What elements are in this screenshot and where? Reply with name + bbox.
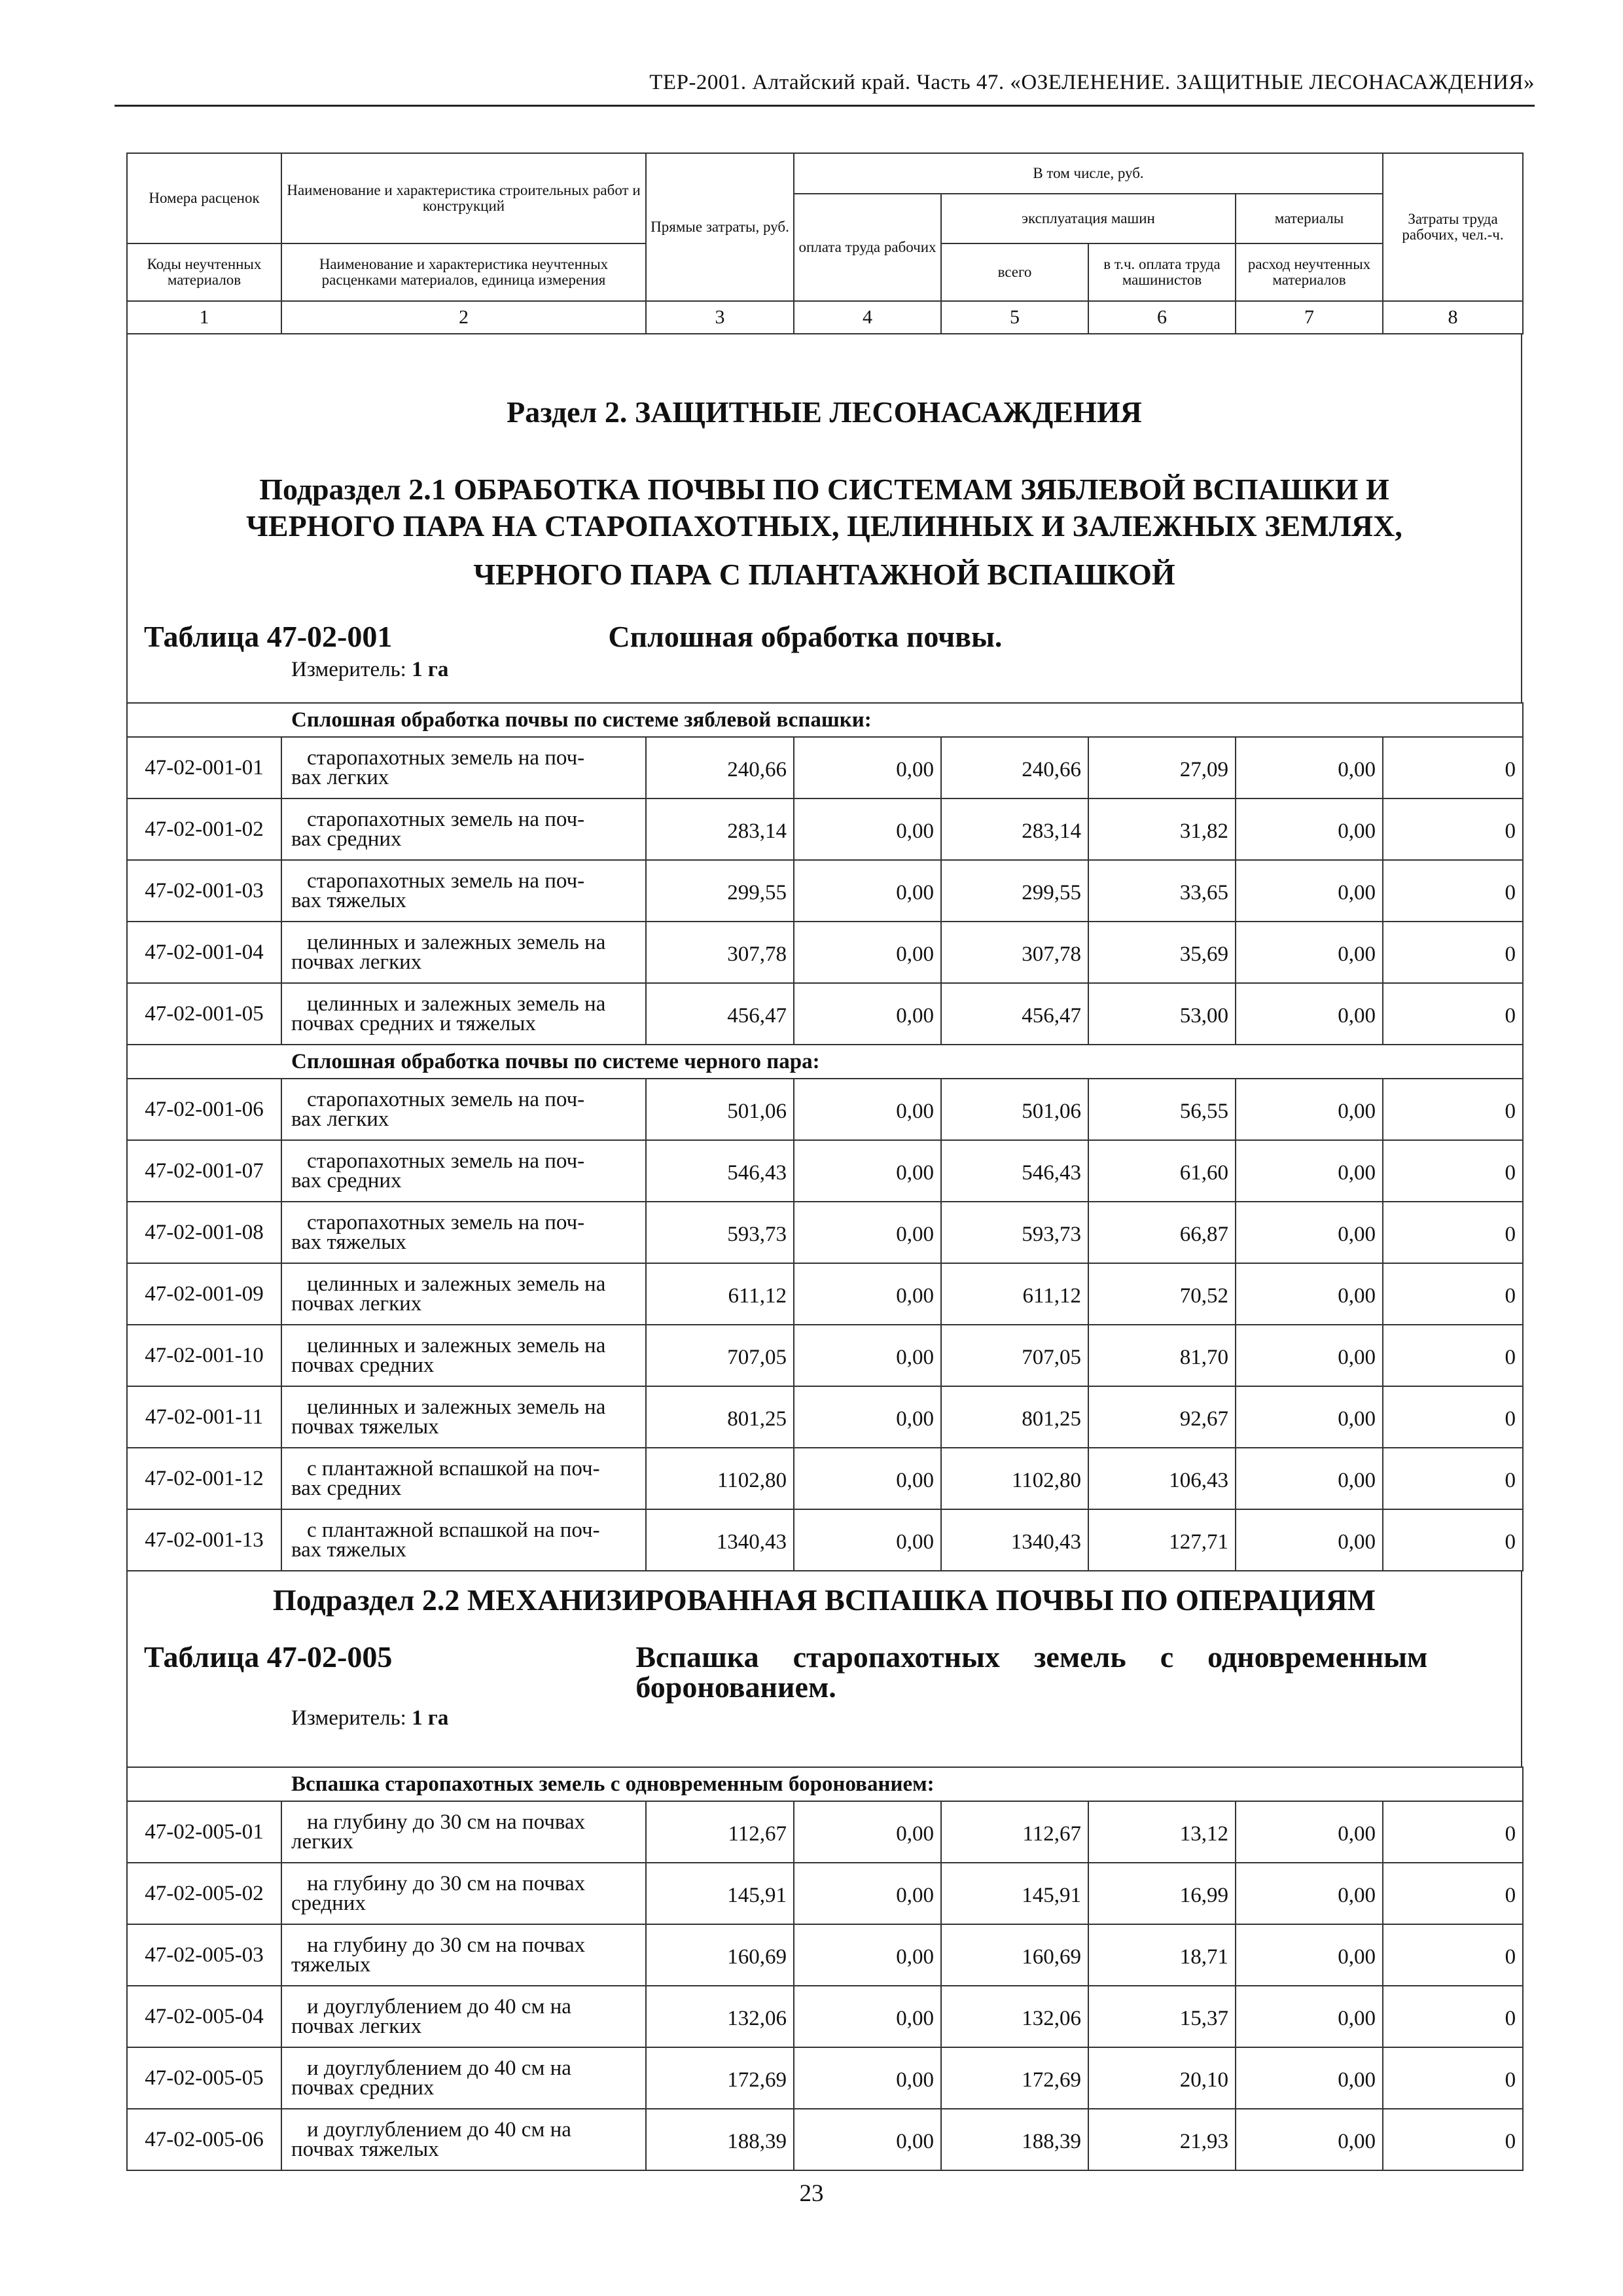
value-cell: 92,67 [1088, 1386, 1236, 1448]
table-name [635, 1642, 1427, 1702]
rates-table-47-02-001 [126, 702, 1524, 1571]
value-cell: 0,00 [794, 1924, 941, 1986]
work-description [281, 1386, 646, 1448]
value-cell: 0,00 [1236, 798, 1383, 860]
table-title-line [128, 619, 1521, 654]
work-description [281, 1986, 646, 2047]
value-cell: 0 [1383, 1801, 1523, 1863]
col-number: 1 [127, 301, 281, 334]
table-row [127, 798, 1523, 860]
description-line: старопахотных земель на поч- [307, 808, 585, 831]
description-line: вах тяжелых [291, 889, 406, 912]
header-materials-consumption: расход неучтенных материалов [1236, 243, 1383, 301]
value-cell: 0,00 [1236, 1924, 1383, 1986]
value-cell: 15,37 [1088, 1986, 1236, 2047]
description-line: почвах легких [291, 950, 422, 974]
description-line: почвах средних и тяжелых [291, 1012, 536, 1035]
value-cell: 456,47 [646, 983, 794, 1045]
table-row [127, 1924, 1523, 1986]
value-cell: 0 [1383, 1986, 1523, 2047]
description-line: старопахотных земель на поч- [307, 1149, 585, 1173]
value-cell: 132,06 [941, 1986, 1088, 2047]
measure-label: Измеритель: [291, 1706, 406, 1730]
rate-code: 47-02-001-03 [127, 860, 281, 922]
value-cell: 0 [1383, 1202, 1523, 1263]
value-cell: 0,00 [794, 1986, 941, 2047]
value-cell: 27,09 [1088, 737, 1236, 798]
subsection-2-block [126, 1571, 1522, 1767]
work-description [281, 1924, 646, 1986]
table-row [127, 737, 1523, 798]
description-line: почвах тяжелых [291, 1415, 439, 1439]
work-description [281, 737, 646, 798]
description-line: вах тяжелых [291, 1230, 406, 1254]
work-description [281, 922, 646, 983]
subsection-title: Подраздел 2.2 МЕХАНИЗИРОВАННАЯ ВСПАШКА ПОЧВЫ ПО ОПЕРАЦИЯМ [272, 1583, 1376, 1617]
subsection-title [128, 471, 1521, 593]
rate-code: 47-02-001-10 [127, 1325, 281, 1386]
description-line: целинных и залежных земель на [307, 992, 606, 1016]
measure-unit [128, 658, 1521, 682]
value-cell: 0,00 [794, 2047, 941, 2109]
value-cell: 0 [1383, 1509, 1523, 1571]
value-cell: 611,12 [646, 1263, 794, 1325]
value-cell: 707,05 [646, 1325, 794, 1386]
value-cell: 16,99 [1088, 1863, 1236, 1924]
table-row [127, 1140, 1523, 1202]
value-cell: 188,39 [941, 2109, 1088, 2170]
table-row [127, 1986, 1523, 2047]
rate-code: 47-02-005-06 [127, 2109, 281, 2170]
value-cell: 0,00 [794, 1386, 941, 1448]
work-description [281, 1448, 646, 1509]
value-cell: 307,78 [941, 922, 1088, 983]
value-cell: 0 [1383, 798, 1523, 860]
table-row [127, 2109, 1523, 2170]
rate-code: 47-02-005-02 [127, 1863, 281, 1924]
description-line: вах легких [291, 1107, 389, 1131]
description-line: целинных и залежных земель на [307, 1395, 606, 1419]
value-cell: 0,00 [794, 1509, 941, 1571]
value-cell: 1340,43 [941, 1509, 1088, 1571]
rate-code: 47-02-001-02 [127, 798, 281, 860]
description-line: целинных и залежных земель на [307, 1272, 606, 1296]
value-cell: 106,43 [1088, 1448, 1236, 1509]
value-cell: 0,00 [794, 1801, 941, 1863]
value-cell: 56,55 [1088, 1079, 1236, 1140]
value-cell: 53,00 [1088, 983, 1236, 1045]
subsection-line: ЧЕРНОГО ПАРА С ПЛАНТАЖНОЙ ВСПАШКОЙ [473, 558, 1175, 591]
work-description [281, 1140, 646, 1202]
value-cell: 0 [1383, 1325, 1523, 1386]
value-cell: 0,00 [1236, 1079, 1383, 1140]
description-line: почвах средних [291, 1354, 435, 1377]
value-cell: 0,00 [794, 1863, 941, 1924]
value-cell: 801,25 [646, 1386, 794, 1448]
description-line: старопахотных земель на поч- [307, 746, 585, 770]
rate-code: 47-02-001-08 [127, 1202, 281, 1263]
value-cell: 611,12 [941, 1263, 1088, 1325]
value-cell: 172,69 [941, 2047, 1088, 2109]
table-row [127, 1801, 1523, 1863]
rate-code: 47-02-005-05 [127, 2047, 281, 2109]
value-cell: 0,00 [794, 922, 941, 983]
value-cell: 18,71 [1088, 1924, 1236, 1986]
value-cell: 160,69 [941, 1924, 1088, 1986]
group-header: Вспашка старопахотных земель с одновременным боронованием: [127, 1767, 1523, 1801]
description-line: старопахотных земель на поч- [307, 1211, 585, 1234]
value-cell: 0,00 [1236, 922, 1383, 983]
col-number: 3 [646, 301, 794, 334]
table-row [127, 922, 1523, 983]
value-cell: 283,14 [646, 798, 794, 860]
table-name: Сплошная обработка почвы. [608, 620, 1003, 653]
value-cell: 299,55 [646, 860, 794, 922]
value-cell: 13,12 [1088, 1801, 1236, 1863]
rate-code: 47-02-001-06 [127, 1079, 281, 1140]
value-cell: 0,00 [794, 1202, 941, 1263]
value-cell: 21,93 [1088, 2109, 1236, 2170]
value-cell: 1102,80 [646, 1448, 794, 1509]
rate-code: 47-02-001-11 [127, 1386, 281, 1448]
description-line: на глубину до 30 см на почвах [307, 1872, 586, 1895]
rate-code: 47-02-001-12 [127, 1448, 281, 1509]
description-line: вах средних [291, 1477, 402, 1500]
value-cell: 283,14 [941, 798, 1088, 860]
value-cell: 0,00 [1236, 1509, 1383, 1571]
value-cell: 0 [1383, 1079, 1523, 1140]
page-number: 23 [799, 2180, 824, 2207]
work-description [281, 1863, 646, 1924]
value-cell: 0 [1383, 1140, 1523, 1202]
description-line: средних [291, 1892, 366, 1915]
value-cell: 0 [1383, 1448, 1523, 1509]
rates-table-47-02-005 [126, 1767, 1524, 2171]
value-cell: 0,00 [1236, 1202, 1383, 1263]
work-description [281, 1263, 646, 1325]
header-work-name: Наименование и характеристика строительных работ и конструкций [281, 153, 646, 243]
measure-unit [128, 1706, 1521, 1731]
header-rule [115, 105, 1535, 107]
header-machines-total: всего [941, 243, 1088, 301]
value-cell: 0,00 [1236, 1386, 1383, 1448]
measure-label: Измеритель: [291, 658, 406, 681]
value-cell: 501,06 [646, 1079, 794, 1140]
rate-code: 47-02-001-01 [127, 737, 281, 798]
value-cell: 0,00 [1236, 860, 1383, 922]
value-cell: 240,66 [941, 737, 1088, 798]
table-row [127, 1263, 1523, 1325]
header-labor-pay: оплата труда рабочих [794, 194, 941, 301]
table-name-line: Вспашка старопахотных земель с одновременным [635, 1640, 1428, 1674]
value-cell: 307,78 [646, 922, 794, 983]
rate-code: 47-02-005-04 [127, 1986, 281, 2047]
value-cell: 132,06 [646, 1986, 794, 2047]
work-description [281, 1509, 646, 1571]
rate-code: 47-02-005-03 [127, 1924, 281, 1986]
header-machines: эксплуатация машин [941, 194, 1236, 243]
work-description [281, 798, 646, 860]
value-cell: 172,69 [646, 2047, 794, 2109]
table-row [127, 1509, 1523, 1571]
value-cell: 0 [1383, 983, 1523, 1045]
table-title-line [128, 1642, 1521, 1702]
value-cell: 66,87 [1088, 1202, 1236, 1263]
table-row [127, 1202, 1523, 1263]
value-cell: 0,00 [1236, 1863, 1383, 1924]
header-direct-costs: Прямые затраты, руб. [646, 153, 794, 301]
description-line: легких [291, 1830, 353, 1854]
table-row [127, 1863, 1523, 1924]
description-line: почвах тяжелых [291, 2138, 439, 2161]
value-cell: 188,39 [646, 2109, 794, 2170]
value-cell: 160,69 [646, 1924, 794, 1986]
value-cell: 0,00 [1236, 1448, 1383, 1509]
value-cell: 35,69 [1088, 922, 1236, 983]
col-number: 5 [941, 301, 1088, 334]
description-line: с плантажной вспашкой на поч- [307, 1457, 600, 1480]
value-cell: 0 [1383, 860, 1523, 922]
value-cell: 0,00 [1236, 2109, 1383, 2170]
value-cell: 0 [1383, 1263, 1523, 1325]
description-line: на глубину до 30 см на почвах [307, 1810, 586, 1834]
value-cell: 0,00 [794, 1448, 941, 1509]
work-description [281, 1325, 646, 1386]
value-cell: 1102,80 [941, 1448, 1088, 1509]
rate-code: 47-02-001-05 [127, 983, 281, 1045]
description-line: старопахотных земель на поч- [307, 869, 585, 893]
header-machines-pay: в т.ч. оплата труда машинистов [1088, 243, 1236, 301]
value-cell: 0 [1383, 1386, 1523, 1448]
header-material-names: Наименование и характеристика неучтенных расценками материалов, единица измерения [281, 243, 646, 301]
description-line: с плантажной вспашкой на поч- [307, 1518, 600, 1542]
description-line: вах легких [291, 766, 389, 789]
col-number: 8 [1383, 301, 1523, 334]
rate-code: 47-02-005-01 [127, 1801, 281, 1863]
table-row [127, 1386, 1523, 1448]
value-cell: 81,70 [1088, 1325, 1236, 1386]
work-description [281, 860, 646, 922]
value-cell: 0 [1383, 737, 1523, 798]
value-cell: 0,00 [794, 2109, 941, 2170]
table-row [127, 983, 1523, 1045]
header-material-codes: Коды неучтенных материалов [127, 243, 281, 301]
rate-code: 47-02-001-13 [127, 1509, 281, 1571]
description-line: вах средних [291, 827, 402, 851]
value-cell: 0,00 [794, 860, 941, 922]
value-cell: 240,66 [646, 737, 794, 798]
value-cell: 0,00 [1236, 1986, 1383, 2047]
description-line: вах тяжелых [291, 1538, 406, 1562]
work-description [281, 1079, 646, 1140]
value-cell: 112,67 [646, 1801, 794, 1863]
value-cell: 61,60 [1088, 1140, 1236, 1202]
col-number: 2 [281, 301, 646, 334]
value-cell: 0 [1383, 1863, 1523, 1924]
header-labor-cost: Затраты труда рабочих, чел.-ч. [1383, 153, 1523, 301]
description-line: и доуглублением до 40 см на [307, 2118, 571, 2142]
value-cell: 0,00 [794, 983, 941, 1045]
value-cell: 501,06 [941, 1079, 1088, 1140]
value-cell: 0,00 [794, 1140, 941, 1202]
value-cell: 0,00 [1236, 983, 1383, 1045]
table-name-line: боронованием. [635, 1670, 836, 1704]
value-cell: 145,91 [646, 1863, 794, 1924]
table-row [127, 1448, 1523, 1509]
value-cell: 1340,43 [646, 1509, 794, 1571]
value-cell: 33,65 [1088, 860, 1236, 922]
description-line: на глубину до 30 см на почвах [307, 1933, 586, 1957]
group-header: Сплошная обработка почвы по системе зяблевой вспашки: [127, 703, 1523, 737]
description-line: вах средних [291, 1169, 402, 1193]
table-row [127, 1079, 1523, 1140]
value-cell: 70,52 [1088, 1263, 1236, 1325]
value-cell: 456,47 [941, 983, 1088, 1045]
value-cell: 0,00 [794, 1263, 941, 1325]
running-head: ТЕР-2001. Алтайский край. Часть 47. «ОЗЕЛЕНЕНИЕ. ЗАЩИТНЫЕ ЛЕСОНАСАЖДЕНИЯ» [649, 71, 1535, 94]
rate-code: 47-02-001-04 [127, 922, 281, 983]
group-header: Сплошная обработка почвы по системе черного пара: [127, 1045, 1523, 1079]
price-table-frame [126, 152, 1522, 2171]
work-description [281, 983, 646, 1045]
header-in-that: В том числе, руб. [794, 153, 1383, 194]
work-description [281, 1801, 646, 1863]
col-number: 7 [1236, 301, 1383, 334]
value-cell: 20,10 [1088, 2047, 1236, 2109]
description-line: старопахотных земель на поч- [307, 1088, 585, 1111]
value-cell: 593,73 [941, 1202, 1088, 1263]
value-cell: 0 [1383, 1924, 1523, 1986]
col-number: 4 [794, 301, 941, 334]
value-cell: 127,71 [1088, 1509, 1236, 1571]
value-cell: 593,73 [646, 1202, 794, 1263]
description-line: и доуглублением до 40 см на [307, 2056, 571, 2080]
value-cell: 801,25 [941, 1386, 1088, 1448]
value-cell: 145,91 [941, 1863, 1088, 1924]
table-row [127, 1325, 1523, 1386]
table-row [127, 860, 1523, 922]
header-materials: материалы [1236, 194, 1383, 243]
description-line: почвах средних [291, 2076, 435, 2100]
value-cell: 0 [1383, 2109, 1523, 2170]
section-heading-block [126, 334, 1522, 702]
value-cell: 0,00 [1236, 737, 1383, 798]
subsection-line: ЧЕРНОГО ПАРА НА СТАРОПАХОТНЫХ, ЦЕЛИННЫХ И ЗАЛЕЖНЫХ ЗЕМЛЯХ, [246, 509, 1402, 543]
description-line: целинных и залежных земель на [307, 931, 606, 954]
description-line: и доуглублением до 40 см на [307, 1995, 571, 2018]
value-cell: 0,00 [794, 737, 941, 798]
subsection-line: Подраздел 2.1 ОБРАБОТКА ПОЧВЫ ПО СИСТЕМАМ ЗЯБЛЕВОЙ ВСПАШКИ И [259, 473, 1389, 506]
value-cell: 299,55 [941, 860, 1088, 922]
value-cell: 112,67 [941, 1801, 1088, 1863]
header-rate-number: Номера расценок [127, 153, 281, 243]
measure-value: 1 га [412, 1706, 449, 1730]
value-cell: 31,82 [1088, 798, 1236, 860]
rate-code: 47-02-001-07 [127, 1140, 281, 1202]
value-cell: 0,00 [794, 1079, 941, 1140]
value-cell: 0,00 [794, 1325, 941, 1386]
work-description [281, 2109, 646, 2170]
value-cell: 0,00 [1236, 1140, 1383, 1202]
table-id: Таблица 47-02-001 [144, 620, 393, 653]
section-title: Раздел 2. ЗАЩИТНЫЕ ЛЕСОНАСАЖДЕНИЯ [507, 395, 1142, 429]
description-line: тяжелых [291, 1953, 371, 1977]
value-cell: 546,43 [646, 1140, 794, 1202]
value-cell: 0,00 [1236, 1801, 1383, 1863]
value-cell: 0,00 [794, 798, 941, 860]
value-cell: 0,00 [1236, 2047, 1383, 2109]
col-number: 6 [1088, 301, 1236, 334]
rate-code: 47-02-001-09 [127, 1263, 281, 1325]
description-line: почвах легких [291, 1292, 422, 1316]
table-id: Таблица 47-02-005 [144, 1640, 393, 1674]
description-line: целинных и залежных земель на [307, 1334, 606, 1357]
value-cell: 0,00 [1236, 1263, 1383, 1325]
value-cell: 546,43 [941, 1140, 1088, 1202]
measure-value: 1 га [412, 658, 449, 681]
value-cell: 0 [1383, 2047, 1523, 2109]
table-row [127, 2047, 1523, 2109]
work-description [281, 1202, 646, 1263]
description-line: почвах легких [291, 2015, 422, 2038]
column-header-table [126, 152, 1524, 334]
value-cell: 0 [1383, 922, 1523, 983]
work-description [281, 2047, 646, 2109]
value-cell: 707,05 [941, 1325, 1088, 1386]
value-cell: 0,00 [1236, 1325, 1383, 1386]
